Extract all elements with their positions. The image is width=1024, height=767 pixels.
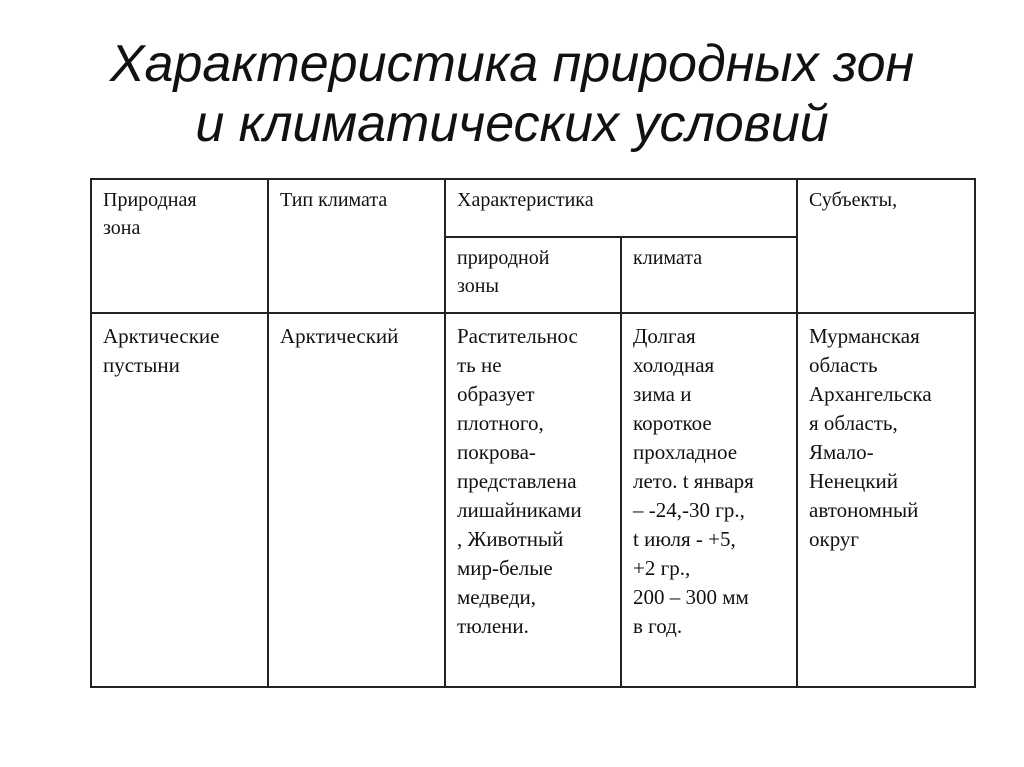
cell-climate-desc: Долгая холодная зима и короткое прохладное лето. t января – -24,-30 гр., t июля - +5, +2 гр., 200 – 300 мм в год. <box>621 313 797 687</box>
title-line-2: и климатических условий <box>195 95 829 153</box>
cell-climate-type: Арктический <box>268 313 445 687</box>
cell-subjects: Мурманская область Архангельска я область, Ямало- Ненецкий автономный округ <box>797 313 975 687</box>
header-climate: климата <box>621 237 797 313</box>
header-climate-type: Тип климата <box>268 179 445 313</box>
header-subjects: Субъекты, <box>797 179 975 313</box>
title-line-1: Характеристика природных зон <box>109 35 915 93</box>
header-characteristic: Характеристика <box>445 179 797 237</box>
table-row <box>91 313 975 687</box>
cell-natural-desc: Растительнос ть не образует плотного, покрова- представлена лишайниками , Животный мир-белые медведи, тюлени. <box>445 313 621 687</box>
header-row <box>91 179 975 237</box>
zones-table <box>90 178 976 688</box>
slide-title <box>0 34 1024 154</box>
header-zone: Природная зона <box>91 179 268 313</box>
header-natural-zone: природной зоны <box>445 237 621 313</box>
cell-zone: Арктические пустыни <box>91 313 268 687</box>
